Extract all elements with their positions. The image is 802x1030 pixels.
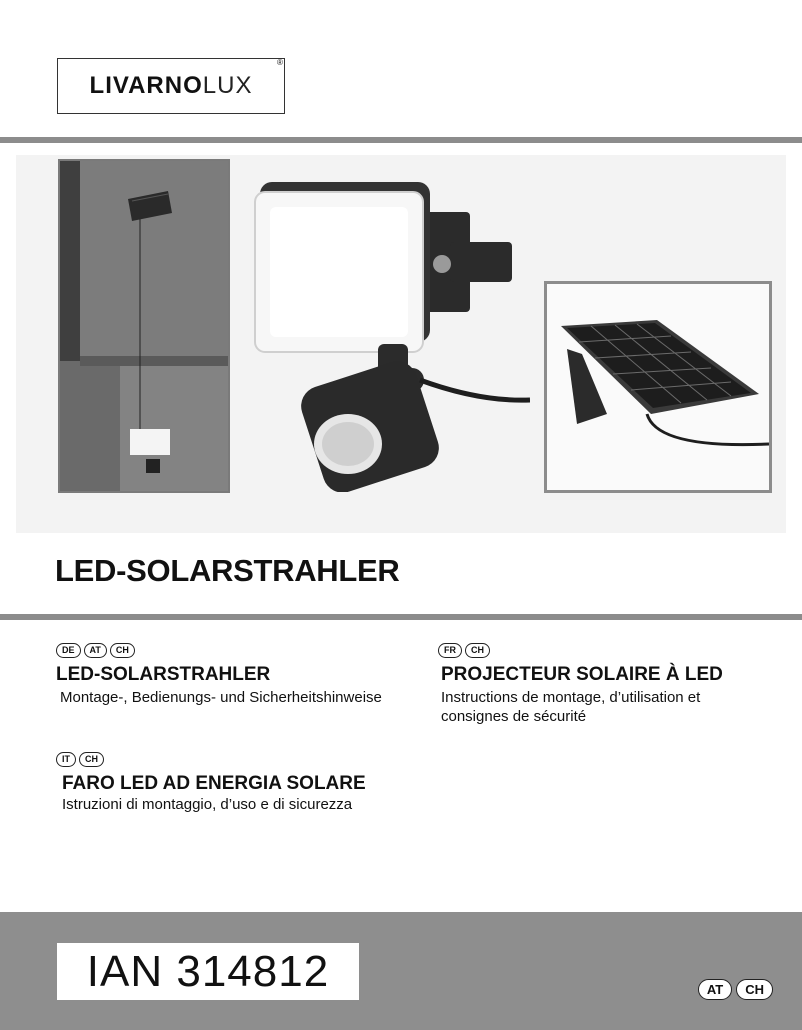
floodlight-illustration [250, 172, 530, 492]
installation-photo [58, 159, 230, 493]
country-flags [438, 640, 778, 658]
logo-text-light: LUX [202, 72, 253, 99]
solar-panel-photo [544, 281, 772, 493]
country-badge: IT [56, 752, 76, 767]
country-badge: AT [698, 979, 732, 1000]
top-divider [0, 137, 802, 143]
section-title: PROJECTEUR SOLAIRE À LED [441, 664, 723, 685]
brand-logo [57, 58, 285, 114]
footer-country-flags [694, 979, 773, 1000]
country-badge: CH [110, 643, 135, 658]
section-subtitle: Instructions de montage, d’utilisation et consignes de sécurité [441, 689, 701, 725]
country-flags [56, 640, 382, 658]
country-badge: FR [438, 643, 462, 658]
section-title: LED-SOLARSTRAHLER [56, 664, 271, 685]
section-fr [438, 640, 778, 726]
country-badge: CH [465, 643, 490, 658]
country-badge: CH [736, 979, 773, 1000]
country-flags [56, 749, 366, 767]
registered-mark: ® [277, 58, 283, 67]
ian-number: IAN 314812 [57, 943, 359, 1000]
country-badge: CH [79, 752, 104, 767]
country-badge: AT [84, 643, 107, 658]
page-title: LED-SOLARSTRAHLER [55, 553, 400, 588]
country-badge: DE [56, 643, 81, 658]
section-title: FARO LED AD ENERGIA SOLARE [62, 773, 366, 794]
section-subtitle: Montage-, Bedienungs- und Sicherheitshinweise [60, 689, 382, 706]
section-it [56, 749, 366, 814]
middle-divider [0, 614, 802, 620]
logo-text-bold: LIVARNO [89, 72, 203, 99]
section-subtitle: Istruzioni di montaggio, d’uso e di sicurezza [62, 796, 353, 813]
section-de [56, 640, 382, 707]
